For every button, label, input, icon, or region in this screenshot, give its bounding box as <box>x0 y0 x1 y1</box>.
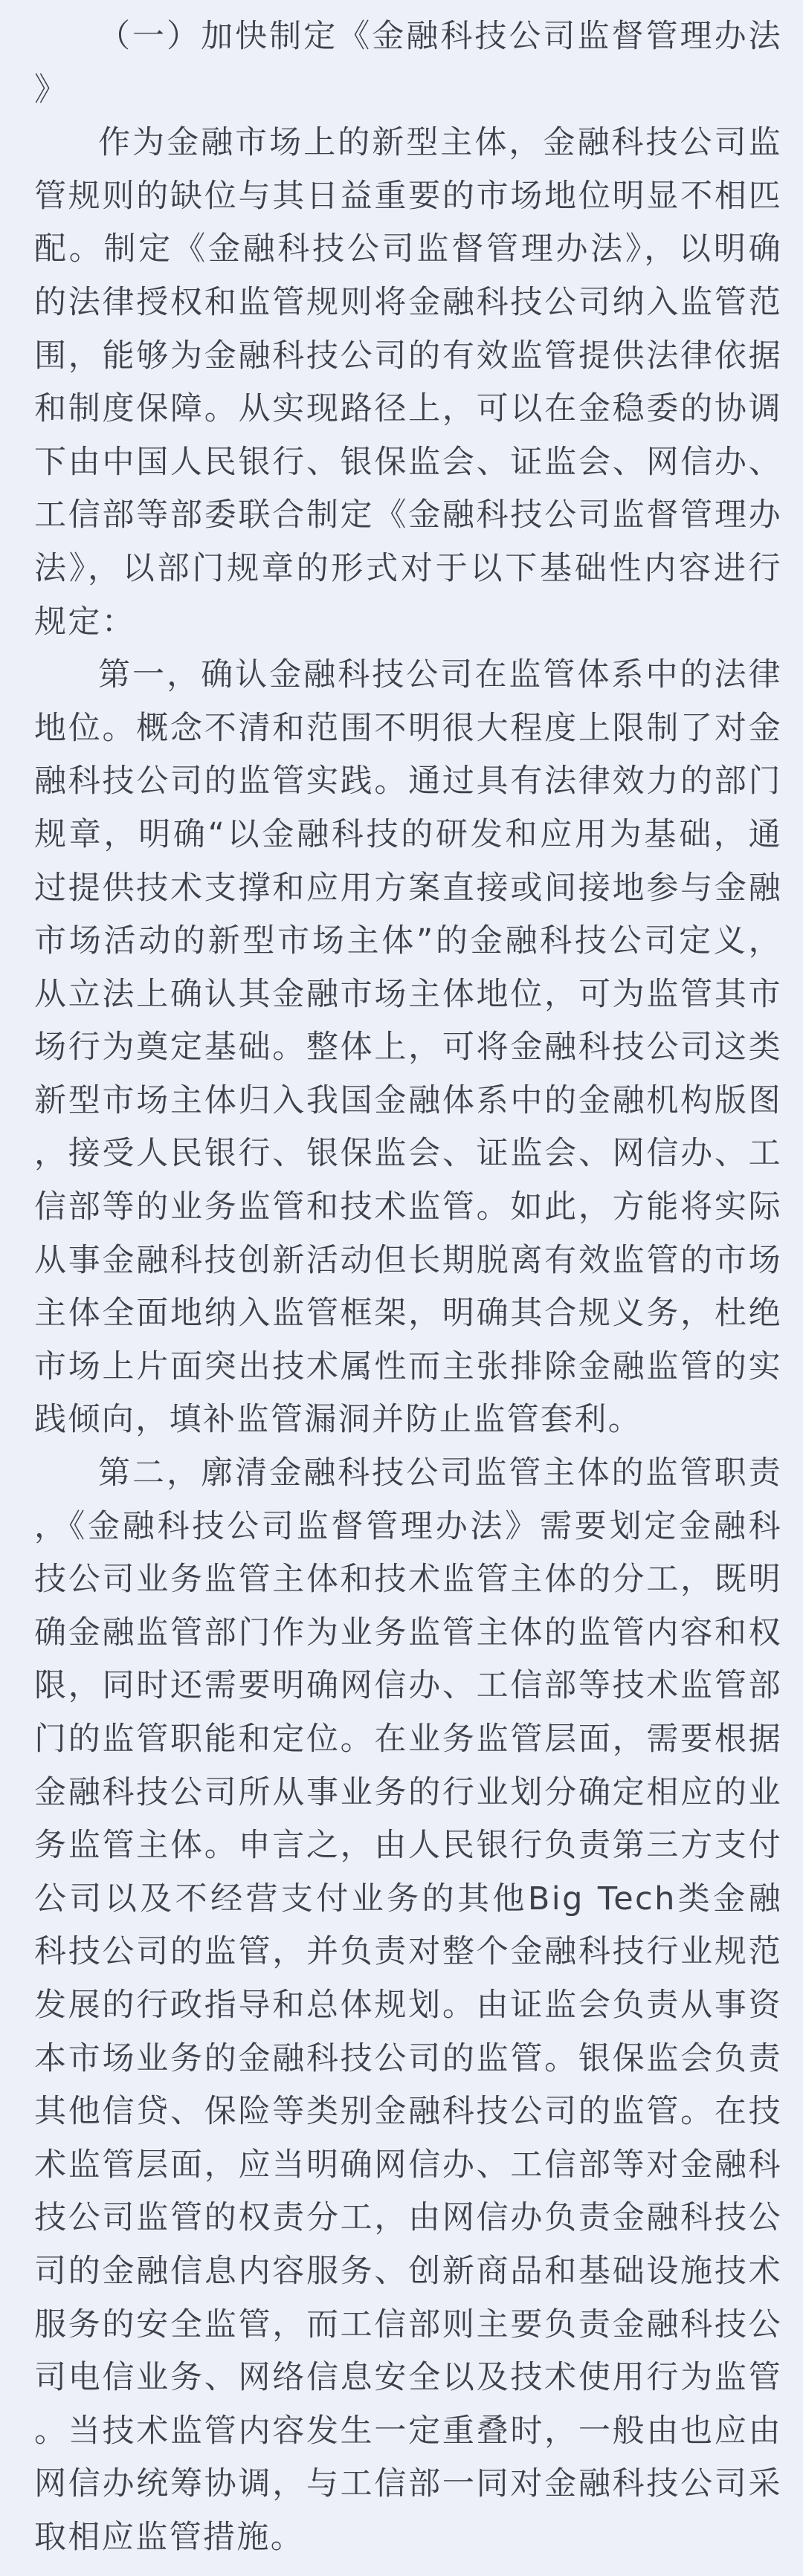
paragraph-first-point: 第一，确认金融科技公司在监管体系中的法律地位。概念不清和范围不明很大程度上限制了对金融科技公司的监管实践。通过具有法律效力的部门规章，明确“以金融科技的研发和应用为基础，通过提供技术支撑和应用方案直接或间接地参与金融市场活动的新型市场主体”的金融科技公司定义，从立法上确认其金融市场主体地位，可为监管其市场行为奠定基础。整体上，可将金融科技公司这类新型市场主体归入我国金融体系中的金融机构版图，接受人民银行、银保监会、证监会、网信办、工信部等的业务监管和技术监管。如此，方能将实际从事金融科技创新活动但长期脱离有效监管的市场主体全面地纳入监管框架，明确其合规义务，杜绝市场上片面突出技术属性而主张排除金融监管的实践倾向，填补监管漏洞并防止监管套利。 <box>34 656 782 1439</box>
section-heading: （一）加快制定《金融科技公司监督管理办法》 <box>34 18 782 109</box>
article-body <box>34 10 782 2565</box>
paragraph-second-point: 第二，廓清金融科技公司监管主体的监管职责，《金融科技公司监督管理办法》需要划定金融科技公司业务监管主体和技术监管主体的分工，既明确金融监管部门作为业务监管主体的监管内容和权限，同时还需要明确网信办、工信部等技术监管部门的监管职能和定位。在业务监管层面，需要根据金融科技公司所从事业务的行业划分确定相应的业务监管主体。申言之，由人民银行负责第三方支付公司以及不经营支付业务的其他Big Tech类金融科技公司的监管，并负责对整个金融科技行业规范发展的行政指导和总体规划。由证监会负责从事资本市场业务的金融科技公司的监管。银保监会负责其他信贷、保险等类别金融科技公司的监管。在技术监管层面，应当明确网信办、工信部等对金融科技公司监管的权责分工，由网信办负责金融科技公司的金融信息内容服务、创新商品和基础设施技术服务的安全监管，而工信部则主要负责金融科技公司电信业务、网络信息安全以及技术使用行为监管。当技术监管内容发生一定重叠时，一般由也应由网信办统筹协调，与工信部一同对金融科技公司采取相应监管措施。 <box>34 1454 782 2556</box>
paragraph-intro: 作为金融市场上的新型主体，金融科技公司监管规则的缺位与其日益重要的市场地位明显不相匹配。制定《金融科技公司监督管理办法》，以明确的法律授权和监管规则将金融科技公司纳入监管范围，能够为金融科技公司的有效监管提供法律依据和制度保障。从实现路径上，可以在金稳委的协调下由中国人民银行、银保监会、证监会、网信办、工信部等部委联合制定《金融科技公司监督管理办法》，以部门规章的形式对于以下基础性内容进行规定： <box>34 124 782 641</box>
